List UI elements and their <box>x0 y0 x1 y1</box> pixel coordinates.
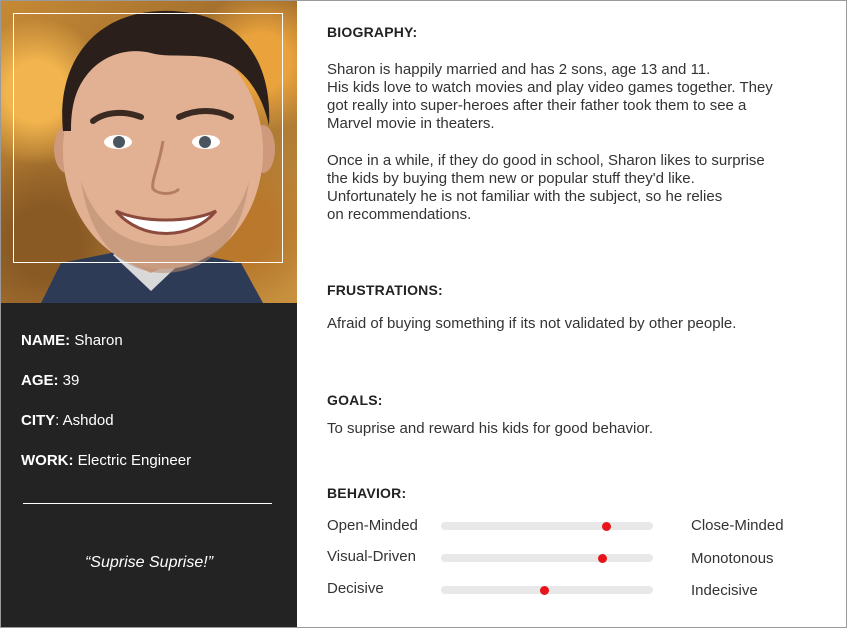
photo-frame <box>13 13 283 263</box>
behavior-scale-track <box>441 522 653 530</box>
age-value: 39 <box>62 372 80 389</box>
goals-heading: GOALS: <box>327 392 383 408</box>
biography-line: Sharon is happily married and has 2 sons, age 13 and 11. <box>327 61 711 78</box>
profile-panel <box>1 1 297 627</box>
frustrations-text: Afraid of buying something if its not validated by other people. <box>327 315 737 332</box>
biography-line: Once in a while, if they do good in school, Sharon likes to surprise <box>327 152 765 169</box>
behavior-scale-track <box>441 554 653 562</box>
frustrations-heading: FRUSTRATIONS: <box>327 282 443 298</box>
name-value: Sharon <box>74 332 123 349</box>
biography-line: on recommendations. <box>327 206 472 223</box>
biography-line: the kids by buying them new or popular stuff they'd like. <box>327 170 695 187</box>
behavior-scale-marker[interactable] <box>602 522 611 531</box>
name-row <box>21 332 123 349</box>
city-row <box>21 412 114 429</box>
behavior-scale-marker[interactable] <box>540 586 549 595</box>
profile-photo <box>1 1 297 303</box>
biography-heading: BIOGRAPHY: <box>327 24 418 40</box>
behavior-heading: BEHAVIOR: <box>327 485 407 501</box>
behavior-left-label: Decisive <box>327 580 384 597</box>
biography-line: got really into super-heroes after their father took them to see a <box>327 97 747 114</box>
behavior-left-label: Open-Minded <box>327 517 418 534</box>
biography-paragraph-2 <box>327 152 807 224</box>
name-label: NAME: <box>21 332 71 349</box>
goals-text: To suprise and reward his kids for good behavior. <box>327 420 654 437</box>
biography-line: Marvel movie in theaters. <box>327 115 495 132</box>
age-label: AGE: <box>21 372 59 389</box>
biography-line: His kids love to watch movies and play video games together. They <box>327 79 773 96</box>
city-label: CITY <box>21 412 56 429</box>
behavior-left-label: Visual-Driven <box>327 548 416 565</box>
work-label: WORK: <box>21 452 74 469</box>
work-row <box>21 452 191 469</box>
work-value: Electric Engineer <box>77 452 192 469</box>
divider <box>23 503 272 504</box>
behavior-scale-track <box>441 586 653 594</box>
behavior-scale-marker[interactable] <box>598 554 607 563</box>
age-row <box>21 372 79 389</box>
biography-line: Unfortunately he is not familiar with the subject, so he relies <box>327 188 723 205</box>
behavior-right-label: Monotonous <box>691 550 774 567</box>
persona-quote: “Suprise Suprise!” <box>84 554 214 571</box>
city-value: : Ashdod <box>55 412 114 429</box>
biography-paragraph-1 <box>327 61 807 133</box>
behavior-right-label: Indecisive <box>691 582 758 599</box>
behavior-right-label: Close-Minded <box>691 517 784 534</box>
